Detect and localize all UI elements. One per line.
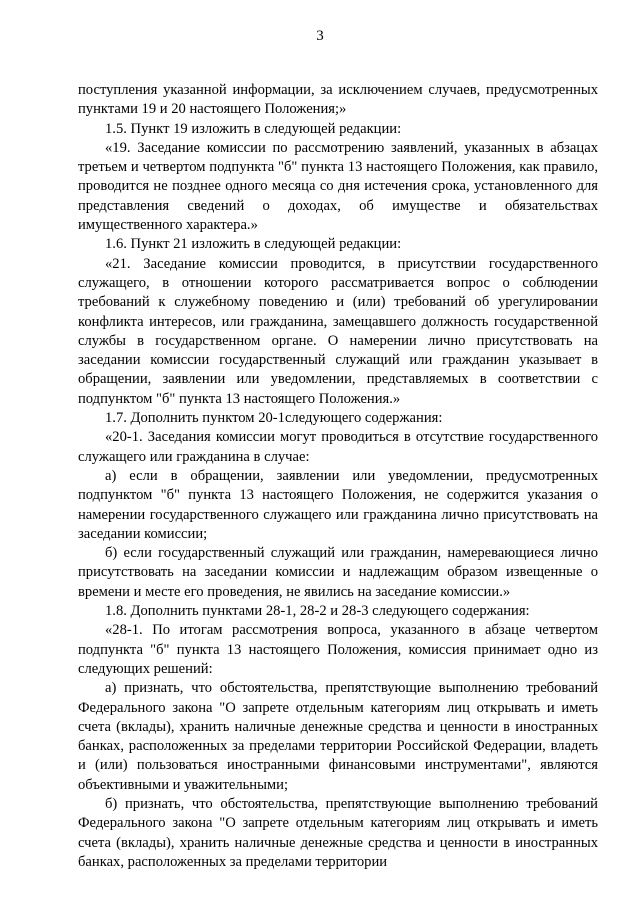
paragraph-item-1-7: 1.7. Дополнить пунктом 20-1следующего содержания: bbox=[105, 410, 443, 427]
paragraph-clause-19: «19. Заседание комиссии по рассмотрению заявлений, указанных в абзацах третьем и четвертом подпункта "б" пункта 13 настоящего Положения, как правило, проводится не позднее одного месяца со дня истечения срока, установленного для представления сведений о доходах, об имуществе и обязательствах имущественного характера.» bbox=[78, 139, 598, 234]
paragraph-subitem-a: а) если в обращении, заявлении или уведомлении, предусмотренных подпунктом "б" пункта 13 настоящего Положения, не содержится указания о намерении государственного служащего или гражданина лично присутствовать на заседании комиссии; bbox=[78, 467, 598, 542]
paragraph-item-1-6: 1.6. Пункт 21 изложить в следующей редакции: bbox=[105, 236, 402, 253]
document-body bbox=[78, 81, 598, 872]
page-number: 3 bbox=[316, 28, 324, 44]
paragraph-decision-a: а) признать, что обстоятельства, препятствующие выполнению требований Федерального закона "О запрете отдельным категориям лиц открывать и иметь счета (вклады), хранить наличные денежные средства и ценности в иностранных банках, расположенных за пределами территории Российской Федерации, владеть и (или) пользоваться иностранными финансовыми инструментами", являются объективными и уважительными; bbox=[78, 680, 598, 793]
paragraph-clause-20-1: «20-1. Заседания комиссии могут проводиться в отсутствие государственного служащего или гражданина в случае: bbox=[78, 429, 598, 465]
paragraph-clause-28-1: «28-1. По итогам рассмотрения вопроса, указанного в абзаце четвертом подпункта "б" пункта 13 настоящего Положения, комиссия принимает одно из следующих решений: bbox=[78, 622, 598, 677]
paragraph-continuation: поступления указанной информации, за исключением случаев, предусмотренных пунктами 19 и 20 настоящего Положения;» bbox=[78, 82, 598, 118]
paragraph-item-1-5: 1.5. Пункт 19 изложить в следующей редакции: bbox=[105, 120, 402, 137]
paragraph-item-1-8: 1.8. Дополнить пунктами 28-1, 28-2 и 28-3 следующего содержания: bbox=[105, 603, 530, 620]
paragraph-decision-b: б) признать, что обстоятельства, препятствующие выполнению требований Федерального закона "О запрете отдельным категориям лиц открывать и иметь счета (вклады), хранить наличные денежные средства и ценности в иностранных банках, расположенных за пределами территории bbox=[78, 795, 598, 870]
paragraph-subitem-b: б) если государственный служащий или гражданин, намеревающиеся лично присутствовать на заседании комиссии и надлежащим образом извещенные о времени и месте его проведения, не явились на заседание комиссии.» bbox=[78, 545, 598, 600]
paragraph-clause-21: «21. Заседание комиссии проводится, в присутствии государственного служащего, в отношении которого рассматривается вопрос о соблюдении требований к служебному поведению и (или) требований об урегулировании конфликта интересов, или гражданина, замещавшего должность государственной службы в государственном органе. О намерении лично присутствовать на заседании комиссии государственный служащий или гражданин указывает в обращении, заявлении или уведомлении, представляемых в соответствии с подпунктом "б" пункта 13 настоящего Положения.» bbox=[78, 255, 598, 407]
